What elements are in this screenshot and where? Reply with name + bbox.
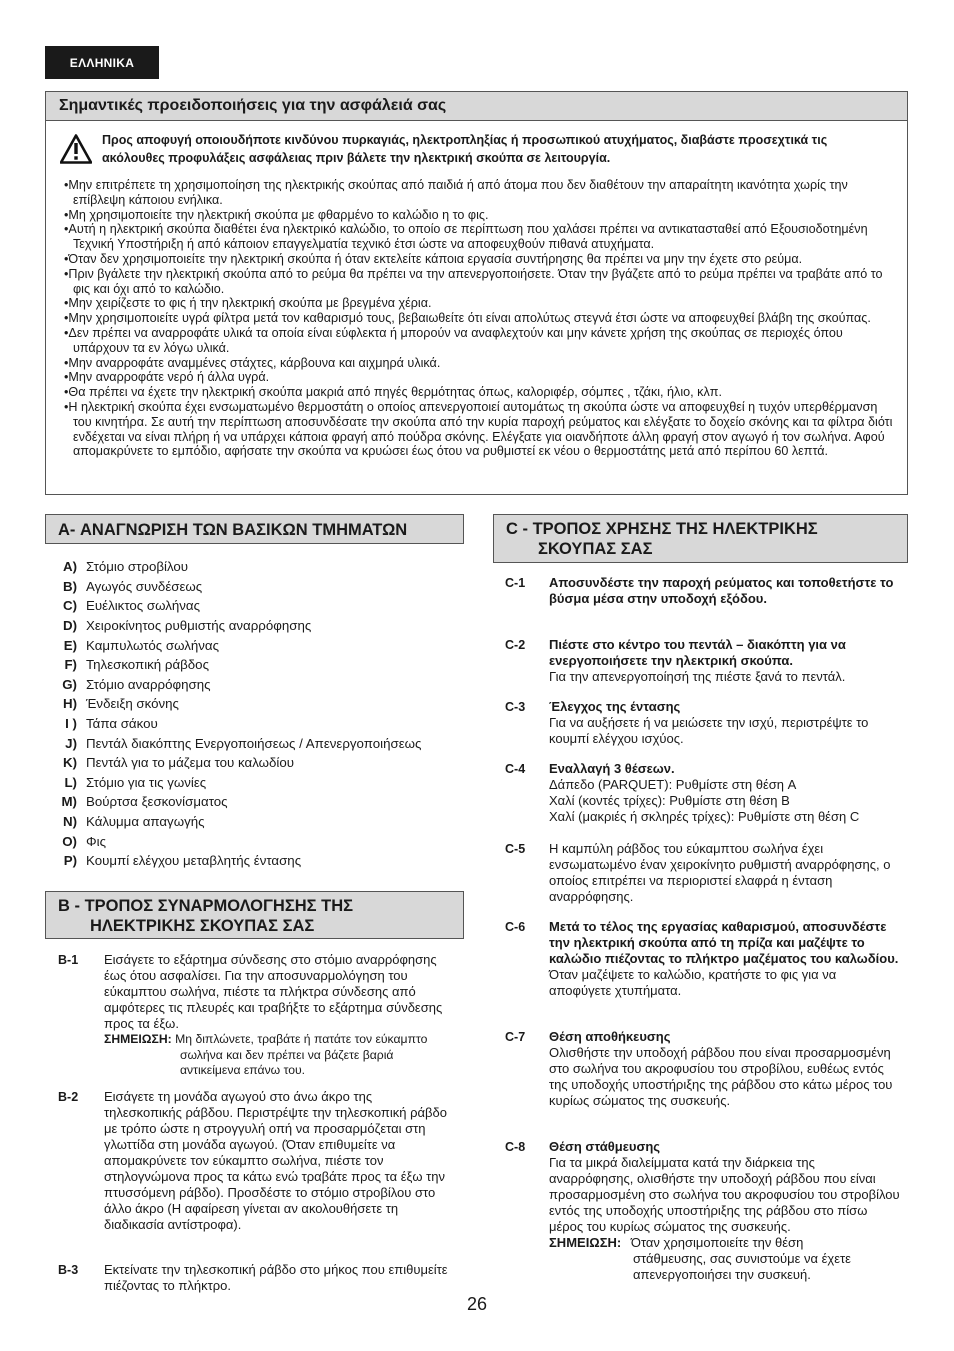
part-item — [60, 851, 421, 871]
part-item — [60, 812, 421, 832]
language-tag: ΕΛΛΗΝΙΚΑ — [45, 46, 159, 79]
safety-rule-item: • Μην επιτρέπετε τη χρησιμοποίηση της ηλεκτρικής σκούπας από παιδιά ή από άτομα που δεν διαθέτουν την απαραίτητη ικανότητα χωρίς την επίβλεψη κάποιου ενήλικα. — [64, 178, 893, 208]
part-key: N) — [62, 814, 77, 830]
safety-rule-item: • Μην αναρροφάτε αναμμένες στάχτες, κάρβουνα και αιχμηρά υλικά. — [64, 356, 893, 371]
part-label: Ένδειξη σκόνης — [86, 696, 179, 712]
step-text: Όταν μαζέψετε το καλώδιο, κρατήστε το φις για να αποφύγετε χτυπήματα. — [549, 967, 837, 998]
step-c3 — [505, 699, 900, 747]
part-key: J) — [65, 735, 77, 751]
step-c4 — [505, 761, 905, 825]
step-line3: Χαλί (μακριές ή σκληρές τρίχες): Ρυθμίστε στη θέση C — [549, 809, 860, 824]
step-b1 — [58, 952, 448, 1079]
part-label: Τάπα σάκου — [86, 716, 158, 732]
step-bold: Εναλλαγή 3 θέσεων. — [549, 761, 675, 776]
parts-list — [60, 557, 421, 871]
step-line1: Δάπεδο (PARQUET): Ρυθμίστε στη θέση A — [549, 777, 797, 792]
note-label: ΣΗΜΕΙΩΣΗ: — [549, 1235, 622, 1250]
part-label: Τηλεσκοπική ράβδος — [86, 657, 209, 673]
safety-rule-item: • Μην χειρίζεστε το φις ή την ηλεκτρική σκούπα με βρεγμένα χέρια. — [64, 296, 893, 311]
section-a-title: A- ΑΝΑΓΝΩΡΙΣΗ ΤΩΝ ΒΑΣΙΚΩΝ ΤΜΗΜΑΤΩΝ — [45, 514, 464, 544]
warning-text: Προς αποφυγή οποιουδήποτε κινδύνου πυρκαγιάς, ηλεκτροπληξίας ή προσωπικού ατυχήματος, διαβάστε προσεχτικά τις ακόλουθες προφυλάξεις ασφάλειας πριν βάλετε την ηλεκτρική σκούπα σε λειτουργία. — [102, 133, 828, 165]
part-key: P) — [63, 853, 77, 869]
note-line1: Όταν χρησιμοποιείτε την θέση — [630, 1235, 804, 1250]
safety-warnings-box — [45, 91, 908, 495]
step-note — [104, 1032, 448, 1079]
section-c-title-line1: C - ΤΡΟΠΟΣ ΧΡΗΣΗΣ ΤΗΣ ΗΛΕΚΤΡΙΚΗΣ — [506, 520, 818, 538]
part-label: Πεντάλ για το μάζεμα του καλωδίου — [86, 755, 295, 771]
part-label: Πεντάλ διακόπτης Ενεργοποιήσεως / Απενεργοποιήσεως — [86, 735, 422, 751]
part-label: Ευέλικτος σωλήνας — [86, 598, 201, 614]
section-b-title-line2: ΗΛΕΚΤΡΙΚΗΣ ΣΚΟΥΠΑΣ ΣΑΣ — [90, 917, 315, 935]
step-key: C-5 — [505, 842, 526, 856]
step-key: C-4 — [505, 762, 526, 776]
note-line1: Μη διπλώνετε, τραβάτε ή πατάτε τον εύκαμπτο — [175, 1032, 428, 1046]
part-item — [60, 773, 421, 793]
safety-rule-item: • Πριν βγάλετε την ηλεκτρική σκούπα από το ρεύμα θα πρέπει να την απενεργοποιήσετε. Όταν την βγάζετε από το ρεύμα πρέπει να τραβάτε από το φις και όχι από το καλώδιο. — [64, 267, 893, 297]
note-rest: σωλήνα και δεν πρέπει να βάζετε βαριά αντικείμενα επάνω του. — [180, 1047, 394, 1077]
part-item — [60, 792, 421, 812]
warning-row — [58, 131, 907, 171]
step-key: B-2 — [58, 1090, 79, 1104]
step-key: C-8 — [505, 1140, 526, 1154]
part-label: Στόμιο στροβίλου — [86, 559, 189, 575]
part-label: Στόμιο αναρρόφησης — [86, 676, 211, 692]
part-key: I ) — [65, 716, 77, 732]
step-c6 — [505, 919, 900, 999]
part-label: Χειροκίνητος ρυθμιστής αναρρόφησης — [86, 618, 312, 634]
step-text: Για την απενεργοποίησή της πιέστε ξανά το πεντάλ. — [549, 669, 846, 684]
part-item — [60, 596, 421, 616]
part-key: O) — [62, 833, 77, 849]
note-label: ΣΗΜΕΙΩΣΗ: — [104, 1032, 172, 1046]
step-bold: Μετά το τέλος της εργασίας καθαρισμού, αποσυνδέστε την ηλεκτρική σκούπα από τη πρίζα και μαζέψτε το καλώδιο πιέζοντας το πλήκτρο μαζέματος του καλωδίου. — [549, 919, 899, 966]
step-c2 — [505, 637, 900, 685]
part-key: B) — [62, 578, 77, 594]
step-bold: Θέση αποθήκευσης — [549, 1029, 671, 1044]
safety-rule-item: • Δεν πρέπει να αναρροφάτε υλικά τα οποία είναι εύφλεκτα ή μπορούν να αναφλεχτούν και μην κάνετε χρήση της σκούπας σε περιοχές όπου υπάρχουν τα εν λόγω υλικά. — [64, 326, 893, 356]
part-label: Φις — [86, 833, 106, 849]
safety-rule-item: • Αυτή η ηλεκτρική σκούπα διαθέτει ένα ηλεκτρικό καλώδιο, το οποίο σε περίπτωση που χαλάσει πρέπει να αντικατασταθεί από Εξουσιοδοτημένη Τεχνική Υποστήριξη ή από κάποιον επαγγελματία τεχνικό έτσι ώστε να αποφευχθούν πιθανά ατυχήματα. — [64, 222, 893, 252]
step-c8 — [505, 1139, 900, 1283]
step-bold: Θέση στάθμευσης — [549, 1139, 661, 1154]
step-text: Ολισθήστε την υποδοχή ράβδου που είναι προσαρμοσμένη στο σωλήνα του ακροφυσίου του στροβίλου, ευθέως εντός της υποδοχής υποστήριξης της ράβδου στο κάτω μέρος του κυρίως σώματος της συσκευής. — [549, 1045, 893, 1108]
section-c-title — [493, 514, 908, 563]
step-key: C-7 — [505, 1030, 526, 1044]
part-item — [60, 753, 421, 773]
part-item — [60, 616, 421, 636]
step-c7 — [505, 1029, 900, 1109]
step-text: Εισάγετε τη μονάδα αγωγού στο άνω άκρο της τηλεσκοπικής ράβδου. Περιστρέψτε την τηλεσκοπική ράβδο με τρόπο ώστε η στρογγυλή οπή να προσαρμόζεται στη γλωττίδα στη μονάδα αγωγού. (Όταν επιθυμείτε να απομακρύνετε τον εύκαμπτο σωλήνα, πιέστε τον στηλογνώμονα προς τα κάτω ενώ τραβάτε προς τα έξω την πτυσσόμενη ράβδο). Προσδέστε το στόμιο στροβίλου στο άλλο άκρο (Η αφαίρεση γίνεται αν ακολουθήσετε τη διαδικασία αντίστροφα). — [104, 1089, 447, 1232]
step-b2 — [58, 1089, 448, 1233]
safety-rule-item: • Μην αναρροφάτε νερό ή άλλα υγρά. — [64, 370, 893, 385]
safety-rule-item: • Θα πρέπει να έχετε την ηλεκτρική σκούπα μακριά από πηγές θερμότητας όπως, καλοριφέρ, σόμπες , τζάκι, ήλιο, κλπ. — [64, 385, 893, 400]
step-bold: Πιέστε στο κέντρο του πεντάλ – διακόπτη για να ενεργοποιήσετε την ηλεκτρική σκούπα. — [549, 637, 846, 668]
part-key: F) — [64, 657, 77, 673]
section-c-title-line2: ΣΚΟΥΠΑΣ ΣΑΣ — [538, 540, 653, 558]
safety-rule-item: • Μη χρησιμοποιείτε την ηλεκτρική σκούπα με φθαρμένο το καλώδιο η το φις. — [64, 208, 893, 223]
part-label: Αγωγός συνδέσεως — [86, 578, 203, 594]
part-item — [60, 577, 421, 597]
part-key: E) — [63, 637, 77, 653]
step-text: Για να αυξήσετε ή να μειώσετε την ισχύ, περιστρέψτε το κουμπί ελέγχου ισχύος. — [549, 715, 869, 746]
step-c5 — [505, 841, 900, 905]
part-key: C) — [62, 598, 77, 614]
step-text: Εκτείνατε την τηλεσκοπική ράβδο στο μήκος που επιθυμείτε πιέζοντας το πλήκτρο. — [104, 1262, 448, 1293]
step-key: B-1 — [58, 953, 79, 967]
part-key: H) — [62, 696, 77, 712]
part-item — [60, 655, 421, 675]
safety-title: Σημαντικές προειδοποιήσεις για την ασφάλειά σας — [46, 92, 907, 121]
step-text: Εισάγετε το εξάρτημα σύνδεσης στο στόμιο αναρρόφησης έως ότου ασφαλίσει. Για την αποσυναρμολόγηση του εύκαμπτου σωλήνα, πιέστε τα πλήκτρα σύνδεσης από αμφότερες τις πλευρές και τραβήξτε το εξάρτημα σύνδεσης προς τα έξω. — [104, 952, 443, 1031]
part-item — [60, 675, 421, 695]
part-label: Κάλυμμα απαγωγής — [86, 814, 205, 830]
part-key: K) — [62, 755, 77, 771]
step-key: C-2 — [505, 638, 526, 652]
section-b-title — [45, 891, 464, 939]
part-item — [60, 635, 421, 655]
part-key: L) — [64, 774, 77, 790]
step-key: C-3 — [505, 700, 526, 714]
step-c1 — [505, 575, 900, 607]
safety-rule-item: • Όταν δεν χρησιμοποιείτε την ηλεκτρική σκούπα ή όταν εκτελείτε κάποια εργασία συντήρησης θα πρέπει να μην την έχετε στο ρεύμα. — [64, 252, 893, 267]
note-rest: στάθμευσης, σας συνιστούμε να έχετε απενεργοποιήσει την συσκευή. — [633, 1251, 851, 1282]
page-number: 26 — [466, 1294, 488, 1314]
part-item — [60, 733, 421, 753]
step-bold: Έλεγχος της έντασης — [549, 699, 681, 714]
step-note — [549, 1235, 900, 1283]
section-b-title-line1: B - ΤΡΟΠΟΣ ΣΥΝΑΡΜΟΛΟΓΗΣΗΣ ΤΗΣ — [58, 897, 354, 915]
part-key: A) — [62, 559, 77, 575]
part-item — [60, 714, 421, 734]
step-bold: Αποσυνδέστε την παροχή ρεύματος και τοποθετήστε το βύσμα μέσα στην υποδοχή εξόδου. — [549, 575, 894, 606]
safety-rule-item: • Η ηλεκτρική σκούπα έχει ενσωματωμένο θερμοστάτη ο οποίος απενεργοποιεί αυτομάτως τη σκούπα ώστε να αποφευχθεί η τυχόν υπερθέρμανση του κινητήρα. Σε αυτή την περίπτωση αποσυνδέσατε την σκούπα από την κυρία παροχή ρεύματος και ελέγξατε το δοχείο σκόνης και τα φίλτρα διότι ενδέχεται να είναι πλήρη ή να υπάρχει κάποια φραγή από πούδρα σκόνης. Ελέγξατε για οιανδήποτε άλλη φραγή στον αγωγό ή τον σωλήνα. Αφού απομακρύνετε το εμπόδιο, αφήσατε την σκούπα να κρυώσει έως ότου να ρυθμιστεί εκ νέου ο θερμοστάτης μετά από περίπου 60 λεπτά. — [64, 400, 893, 459]
step-line2: Χαλί (κοντές τρίχες): Ρυθμίστε στη θέση B — [549, 793, 790, 808]
part-key: D) — [62, 618, 77, 634]
step-key: B-3 — [58, 1263, 79, 1277]
step-text: Η καμπύλη ράβδος του εύκαμπτου σωλήνα έχει ενσωματωμένο έναν χειροκίνητο ρυθμιστή αναρρόφησης, ο οποίος επιτρέπει να περιοριστεί ελαφρά η ένταση αναρρόφησης. — [549, 841, 891, 904]
safety-rule-item: • Μην χρησιμοποιείτε υγρά φίλτρα μετά τον καθαρισμό τους, βεβαιωθείτε ότι είναι απολύτως στεγνά έτσι ώστε να αποφευχθεί βλάβη της σκούπας. — [64, 311, 893, 326]
step-text: Για τα μικρά διαλείμματα κατά την διάρκεια της αναρρόφησης, ολισθήστε την υποδοχή ράβδου που είναι προσαρμοσμένη στο σωλήνα του ακροφυσίου του στροβίλου εντός της υποδοχής υποστήριξης της ράβδου στο πίσω μέρος του κυρίως σώματος της συσκευής. — [549, 1155, 900, 1234]
part-item — [60, 694, 421, 714]
step-key: C-6 — [505, 920, 526, 934]
part-label: Στόμιο για τις γωνίες — [86, 774, 207, 790]
part-label: Καμπυλωτός σωλήνας — [86, 637, 220, 653]
part-label: Βούρτσα ξεσκονίσματος — [86, 794, 228, 810]
part-key: G) — [62, 676, 77, 692]
step-b3 — [58, 1262, 448, 1294]
step-key: C-1 — [505, 576, 526, 590]
part-item — [60, 557, 421, 577]
part-label: Κουμπί ελέγχου μεταβλητής έντασης — [86, 853, 302, 869]
warning-triangle-icon — [60, 134, 92, 164]
part-item — [60, 831, 421, 851]
part-key: M) — [61, 794, 77, 810]
safety-rules-list — [46, 178, 907, 459]
